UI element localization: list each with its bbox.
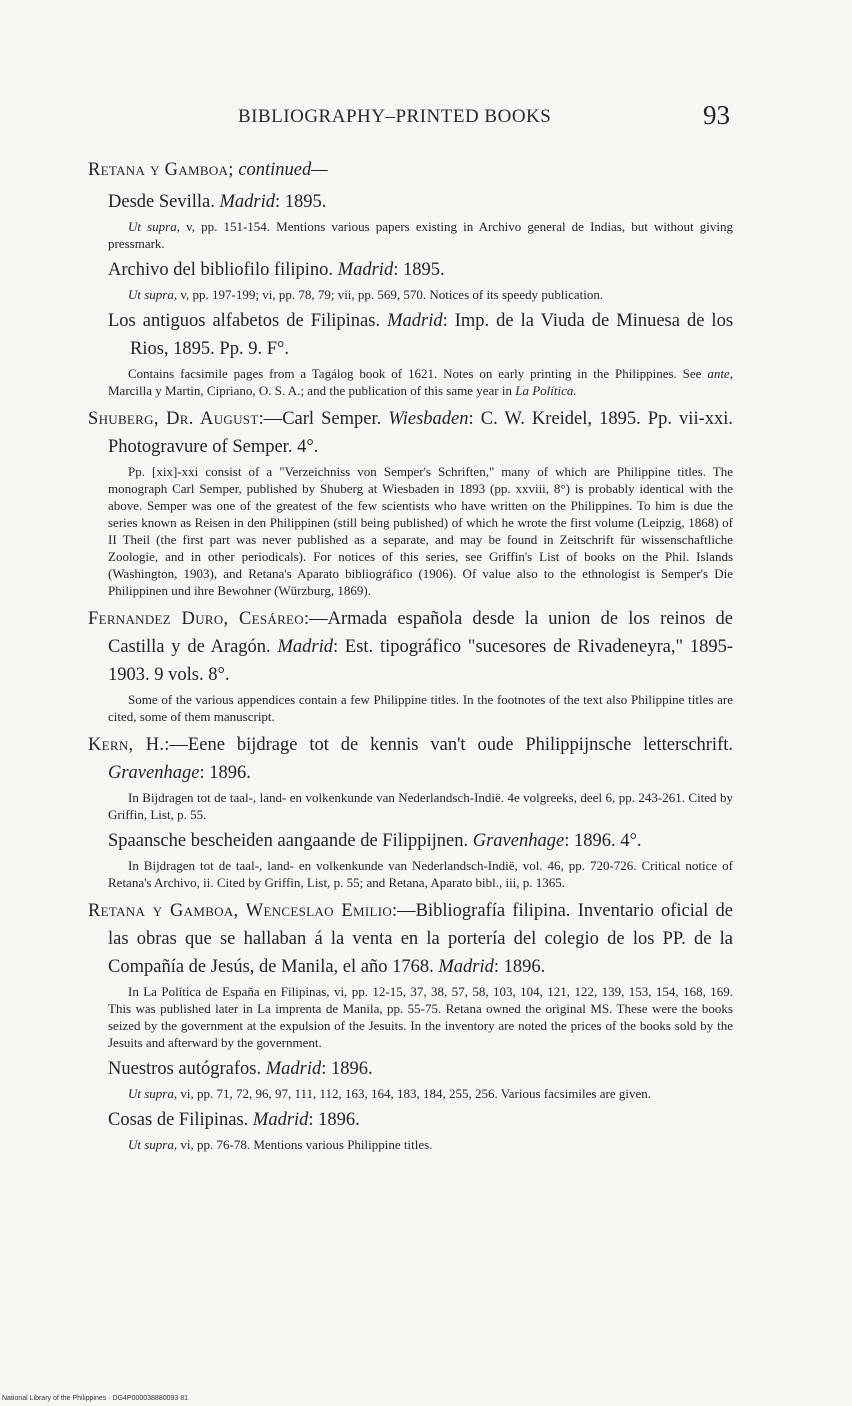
place: Gravenhage bbox=[108, 763, 200, 783]
running-head bbox=[90, 100, 740, 136]
entry-title bbox=[88, 188, 733, 216]
note-text: v, pp. 197-199; vi, pp. 78, 79; vii, pp. 569, 570. Notices of its speedy publication. bbox=[177, 287, 604, 302]
entry-note bbox=[88, 1136, 733, 1153]
title-text: Los antiguos alfabetos de Filipinas. bbox=[108, 311, 381, 331]
entry-note: In La Política de España en Filipinas, vi, pp. 12-15, 37, 38, 57, 58, 103, 104, 121, 122, 139, 153, 154, 168, 169. This was published later in La imprenta de Manila, pp. 55-75. Retana owned the original MS. These were the books seized by the government at the expulsion of the Jesuits. In the inventory are noted the prices of the books sold by the Jesuits and afterward by the government. bbox=[108, 984, 733, 1050]
author-name: Fernandez Duro, Cesáreo bbox=[88, 609, 304, 629]
entry-title bbox=[88, 827, 733, 855]
note-text: vi, pp. 76-78. Mentions various Philippine titles. bbox=[177, 1137, 433, 1152]
entry-title bbox=[88, 1055, 733, 1083]
running-title: BIBLIOGRAPHY–PRINTED BOOKS bbox=[238, 106, 552, 127]
place: Madrid bbox=[277, 637, 333, 657]
note-ref: La Política. bbox=[515, 383, 577, 398]
imprint: : Imp. de la Viuda de Minuesa de los Rios, 1895. Pp. 9. F°. bbox=[130, 311, 734, 359]
place: Madrid bbox=[438, 957, 494, 977]
title-text: :—Bibliografía filipina. Inventario oficial de las obras que se hallaban á la venta en la portería del colegio de los PP. de la Compañía de Jesús, de Manila, el año 1768. bbox=[108, 901, 734, 977]
title-text: :—Armada española desde la union de los reinos de Castilla y de Aragón. bbox=[108, 609, 733, 657]
entry-title bbox=[88, 256, 733, 284]
imprint: : 1895. bbox=[275, 192, 327, 212]
entry-note: In Bijdragen tot de taal-, land- en volkenkunde van Nederlandsch-Indië, vol. 46, pp. 720-726. Critical notice of Retana's Archivo, ii. Cited by Griffin, List, p. 55; and Retana, Aparato bibl., iii, p. 1365. bbox=[108, 858, 733, 890]
place: Madrid bbox=[387, 311, 443, 331]
title-text: :—Carl Semper. bbox=[258, 409, 382, 429]
title-text: Spaansche bescheiden aangaande de Filippijnen. bbox=[108, 831, 469, 851]
imprint: : 1896. bbox=[199, 763, 251, 783]
author-name: Retana y Gamboa, Wenceslao Emilio bbox=[88, 901, 393, 921]
note-ref: Ut supra, bbox=[128, 219, 180, 234]
library-footer: National Library of the Philippines · DG4P000038880093 81 bbox=[2, 1395, 189, 1402]
imprint: : 1896. 4°. bbox=[564, 831, 642, 851]
entry-title bbox=[88, 307, 733, 363]
entry-note bbox=[88, 365, 733, 399]
page-number: 93 bbox=[703, 100, 730, 130]
place: Madrid bbox=[265, 1059, 322, 1079]
note-text: vi, pp. 71, 72, 96, 97, 111, 112, 163, 164, 183, 184, 255, 256. Various facsimiles are given. bbox=[177, 1086, 651, 1101]
entry-note bbox=[88, 286, 733, 303]
imprint: : 1896. bbox=[321, 1059, 373, 1079]
title-text: Desde Sevilla. bbox=[108, 192, 215, 212]
entry-heading bbox=[88, 731, 733, 787]
title-text: Archivo del bibliofilo filipino. bbox=[108, 260, 334, 280]
entry-note: Some of the various appendices contain a few Philippine titles. In the footnotes of the text also Philippine titles are cited, some of them manuscript. bbox=[108, 692, 733, 724]
imprint: : 1895. bbox=[393, 260, 445, 280]
continued-label: continued— bbox=[238, 160, 328, 180]
title-text: Cosas de Filipinas. bbox=[108, 1110, 249, 1130]
bibliography-entries bbox=[88, 150, 733, 1157]
author-name: Retana y Gamboa; bbox=[88, 160, 234, 180]
entry-note: In Bijdragen tot de taal-, land- en volkenkunde van Nederlandsch-Indië. 4e volgreeks, deel 6, pp. 243-261. Cited by Griffin, List, p. 55. bbox=[108, 790, 733, 822]
entry-heading bbox=[88, 405, 733, 461]
author-name: Kern, H. bbox=[88, 735, 165, 755]
note-text: Marcilla y Martin, Cipriano, O. S. A.; and the publication of this same year in bbox=[108, 383, 516, 398]
imprint: : 1896. bbox=[493, 957, 546, 977]
place: Gravenhage bbox=[472, 831, 565, 851]
title-text: :—Eene bijdrage tot de kennis van't oude Philippijnsche letterschrift. bbox=[164, 735, 734, 755]
place: Madrid bbox=[219, 192, 275, 212]
entry-heading bbox=[88, 605, 733, 689]
note-text: v, pp. 151-154. Mentions various papers existing in Archivo general de Indias, but without giving pressmark. bbox=[108, 219, 733, 251]
imprint: : 1896. bbox=[308, 1110, 360, 1130]
imprint: : C. W. Kreidel, 1895. Pp. vii-xxi. Photogravure of Semper. 4°. bbox=[108, 409, 734, 457]
note-text: Contains facsimile pages from a Tagálog book of 1621. Notes on early printing in the Philippines. See bbox=[128, 366, 708, 381]
imprint: : Est. tipográfico "sucesores de Rivadeneyra," 1895-1903. 9 vols. 8°. bbox=[108, 637, 734, 685]
place: Madrid bbox=[252, 1110, 309, 1130]
entry-note: Pp. [xix]-xxi consist of a "Verzeichniss von Semper's Schriften," many of which are Philippine titles. The monograph Carl Semper, published by Shuberg at Wiesbaden in 1893 (pp. xxviii, 8°) is probably identical with the above. Semper was one of the greatest of the few scientists who have written on the Philippines. To him is due the series known as Reisen in den Philippinen (still being published) of which he wrote the first volume (Leipzig, 1868) of II Theil (the first part was never published as a separate, and may be found in Zeitschrift für wissenschaftliche Zoologie, and in other periodicals). For notices of this series, see Griffin's List of books on the Phil. Islands (Washington, 1903), and Retana's Aparato bibliográfico (1906). Of value also to the ethnologist is Semper's Die Philippinen und ihre Bewohner (Würzburg, 1869). bbox=[108, 464, 733, 598]
entry-note bbox=[88, 218, 733, 252]
note-ref: ante, bbox=[707, 366, 733, 381]
entry-heading bbox=[88, 156, 733, 184]
author-name: Shuberg, Dr. August bbox=[88, 409, 259, 429]
note-ref: Ut supra, bbox=[128, 1137, 178, 1152]
note-ref: Ut supra, bbox=[128, 287, 178, 302]
place: Madrid bbox=[337, 260, 394, 280]
note-ref: Ut supra, bbox=[128, 1086, 178, 1101]
entry-heading bbox=[88, 897, 733, 981]
place: Wiesbaden bbox=[388, 409, 469, 429]
entry-note bbox=[88, 1085, 733, 1102]
title-text: Nuestros autógrafos. bbox=[108, 1059, 262, 1079]
entry-title bbox=[88, 1106, 733, 1134]
